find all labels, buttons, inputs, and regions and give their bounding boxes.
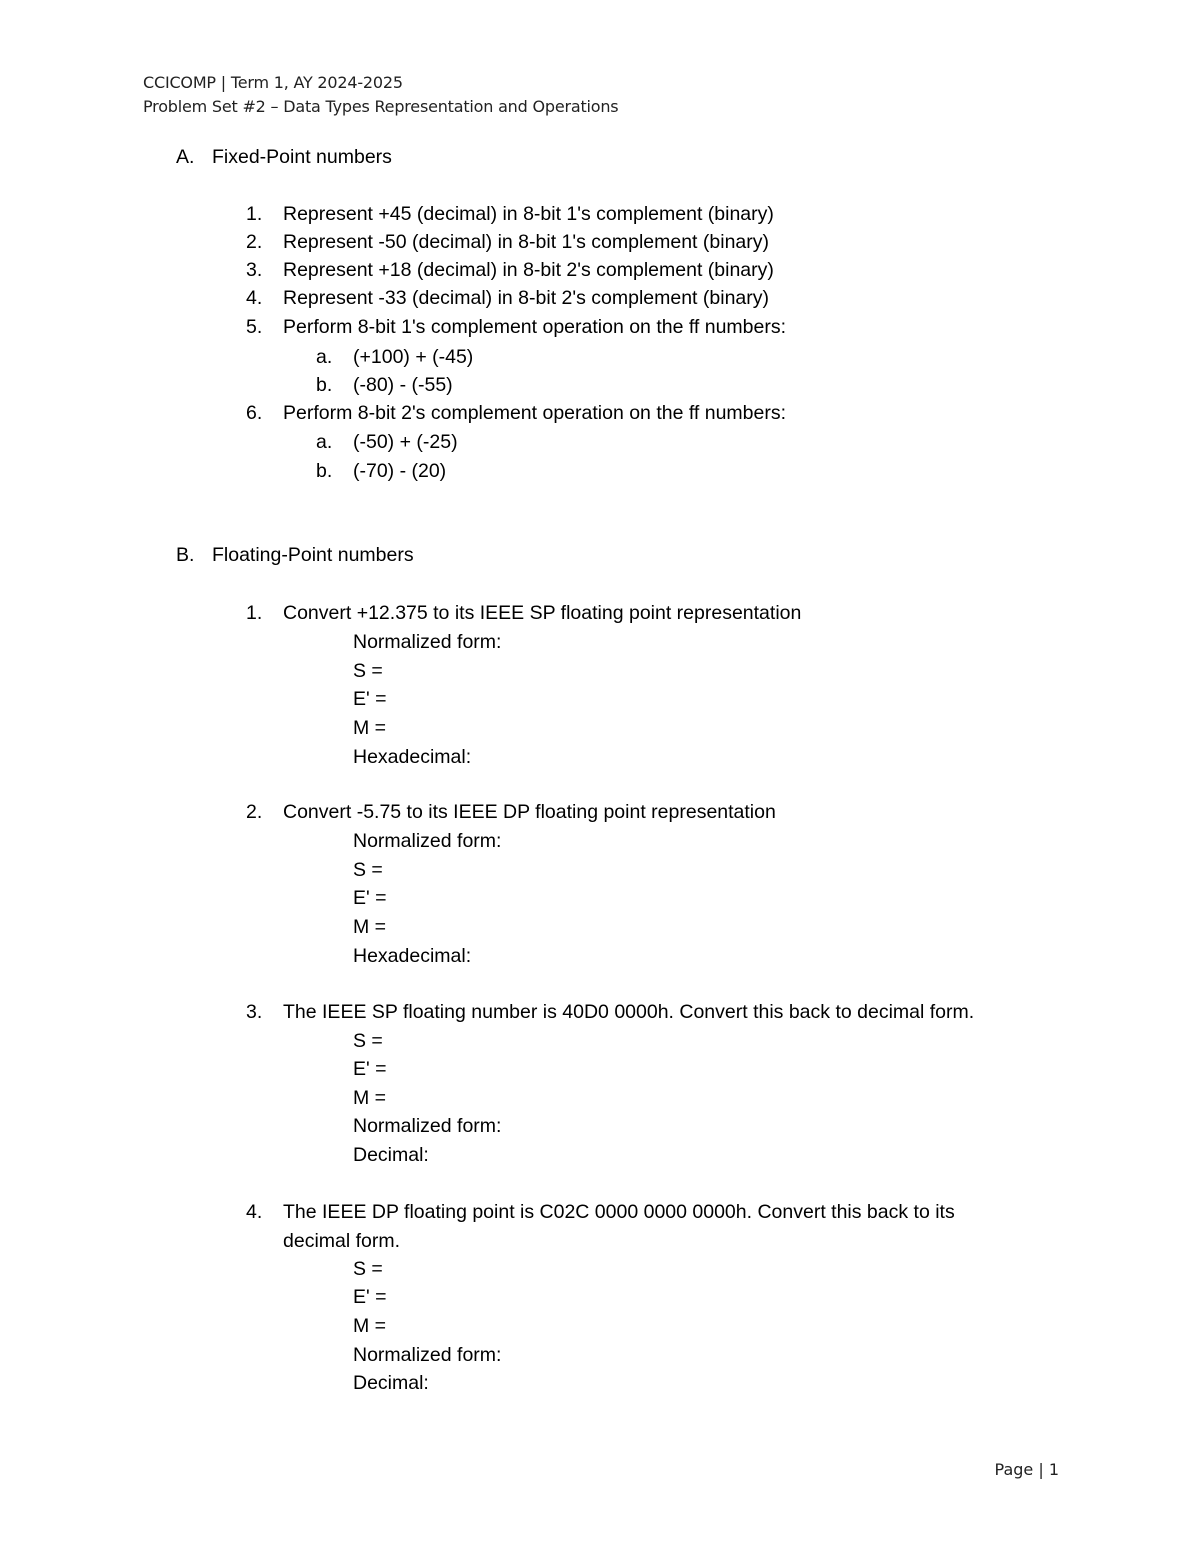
- b-item-3-field: S =: [353, 1030, 383, 1052]
- b-item-4-field: E' =: [353, 1286, 387, 1308]
- b-item-4-field: Normalized form:: [353, 1344, 502, 1366]
- a-item-4-number: 4.: [246, 287, 263, 309]
- b-item-2-field: E' =: [353, 887, 387, 909]
- a-item-6-sub-a-text: (-50) + (-25): [353, 431, 458, 453]
- b-item-1-field: M =: [353, 717, 387, 739]
- header-problem-set-title: Problem Set #2 – Data Types Representation and Operations: [143, 97, 619, 116]
- b-item-4-text-continued: decimal form.: [283, 1230, 401, 1252]
- b-item-3-number: 3.: [246, 1001, 263, 1023]
- b-item-4-number: 4.: [246, 1201, 263, 1223]
- b-item-2-text: Convert -5.75 to its IEEE DP floating point representation: [283, 801, 776, 823]
- a-item-1-text: Represent +45 (decimal) in 8-bit 1's complement (binary): [283, 203, 774, 225]
- b-item-3-field: Decimal:: [353, 1144, 429, 1166]
- b-item-1-field: S =: [353, 660, 383, 682]
- b-item-2-number: 2.: [246, 801, 263, 823]
- section-b-letter: B.: [176, 544, 195, 566]
- a-item-6-sub-b-letter: b.: [316, 460, 333, 482]
- b-item-4-field: S =: [353, 1258, 383, 1280]
- a-item-5-sub-a-text: (+100) + (-45): [353, 346, 474, 368]
- b-item-1-field: Normalized form:: [353, 631, 502, 653]
- a-item-5-sub-b-text: (-80) - (-55): [353, 374, 453, 396]
- b-item-2-field: S =: [353, 859, 383, 881]
- a-item-5-sub-b-letter: b.: [316, 374, 333, 396]
- header-course-term: CCICOMP | Term 1, AY 2024-2025: [143, 73, 403, 92]
- b-item-2-field: Normalized form:: [353, 830, 502, 852]
- a-item-5-text: Perform 8-bit 1's complement operation on the ff numbers:: [283, 316, 787, 338]
- a-item-6-number: 6.: [246, 402, 263, 424]
- b-item-3-text: The IEEE SP floating number is 40D0 0000h. Convert this back to decimal form.: [283, 1001, 975, 1023]
- b-item-1-field: E' =: [353, 688, 387, 710]
- a-item-3-text: Represent +18 (decimal) in 8-bit 2's complement (binary): [283, 259, 774, 281]
- section-a-title: Fixed-Point numbers: [212, 146, 392, 168]
- a-item-2-number: 2.: [246, 231, 263, 253]
- a-item-1-number: 1.: [246, 203, 263, 225]
- a-item-6-sub-b-text: (-70) - (20): [353, 460, 447, 482]
- section-a-letter: A.: [176, 146, 195, 168]
- section-b-title: Floating-Point numbers: [212, 544, 414, 566]
- b-item-4-field: M =: [353, 1315, 387, 1337]
- a-item-3-number: 3.: [246, 259, 263, 281]
- a-item-5-number: 5.: [246, 316, 263, 338]
- b-item-4-text: The IEEE DP floating point is C02C 0000 0000 0000h. Convert this back to its: [283, 1201, 955, 1223]
- page-number: Page | 1: [994, 1460, 1059, 1479]
- a-item-5-sub-a-letter: a.: [316, 346, 333, 368]
- a-item-6-text: Perform 8-bit 2's complement operation on the ff numbers:: [283, 402, 787, 424]
- b-item-2-field: M =: [353, 916, 387, 938]
- a-item-6-sub-a-letter: a.: [316, 431, 333, 453]
- b-item-2-field: Hexadecimal:: [353, 945, 472, 967]
- b-item-3-field: M =: [353, 1087, 387, 1109]
- b-item-1-text: Convert +12.375 to its IEEE SP floating point representation: [283, 602, 802, 624]
- b-item-1-number: 1.: [246, 602, 263, 624]
- a-item-4-text: Represent -33 (decimal) in 8-bit 2's complement (binary): [283, 287, 769, 309]
- b-item-1-field: Hexadecimal:: [353, 746, 472, 768]
- b-item-3-field: E' =: [353, 1058, 387, 1080]
- a-item-2-text: Represent -50 (decimal) in 8-bit 1's complement (binary): [283, 231, 769, 253]
- b-item-3-field: Normalized form:: [353, 1115, 502, 1137]
- b-item-4-field: Decimal:: [353, 1372, 429, 1394]
